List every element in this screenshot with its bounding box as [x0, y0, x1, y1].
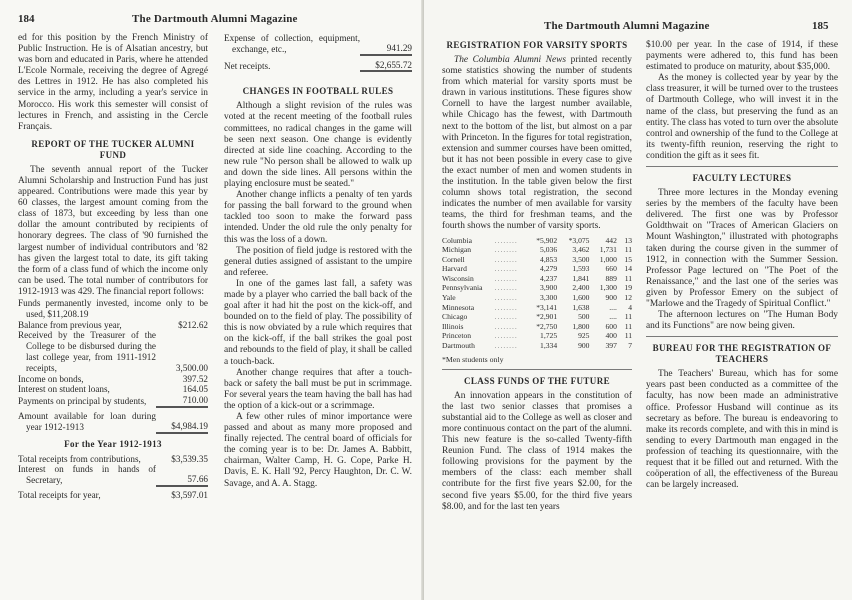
ledger-row	[18, 374, 208, 385]
stats-varsity: 925	[578, 331, 590, 341]
ledger-amount: 3,500.00	[175, 362, 208, 373]
stats-leader: ........	[494, 235, 518, 245]
sports-stats-table	[442, 236, 632, 351]
stats-leader: ........	[494, 293, 518, 303]
right-running-header: The Dartmouth Alumni Magazine	[544, 20, 710, 32]
ledger-amount: 57.66	[156, 464, 208, 486]
stats-school: Wisconsin	[442, 273, 474, 283]
football-paragraph: Another change inflicts a penalty of ten yards for passing the ball forward to the ground when tackled too soon to make the forward pass intended. Under the old rule the only penalty for this was the loss of a down.	[224, 190, 412, 245]
stats-row	[442, 236, 632, 246]
stats-leader: ........	[494, 245, 518, 255]
left-column-1	[18, 33, 208, 501]
ledger-label: Interest on funds in hands of Secretary,	[18, 464, 156, 486]
football-heading: CHANGES IN FOOTBALL RULES	[242, 86, 394, 97]
stats-varsity: *3,075	[568, 235, 590, 245]
year-heading: For the Year 1912-1913	[64, 438, 162, 449]
ledger-label: Funds permanently invested, income only to be used, $11,208.19	[18, 297, 208, 319]
sports-paragraph: printed recently some statistics showing the number of students from which material for varsity sports must be drawn in various institutions. These figures show Cornell to have the largest number available, while Chicago has the fewest, with Dartmouth next to the bottom of the list, but almost on a par with Princeton. In the figures for total registration, extension and summer courses have been omitted, but it has not been possible in every case to give the exact number of men and women students in the institution. In the table given below the first column shows total registration, the second indicates the number of men available for varsity teams, the third for freshman teams, and the fourth shows the number of varsity sports.	[442, 55, 632, 232]
ledger-table-year	[18, 454, 208, 501]
sports-heading: REGISTRATION FOR VARSITY SPORTS	[446, 40, 628, 50]
stats-sports: 11	[624, 273, 632, 283]
tucker-fund-heading: REPORT OF THE TUCKER ALUMNI FUND	[31, 138, 195, 160]
stats-total: 3,300	[540, 293, 558, 303]
stats-row	[442, 264, 632, 274]
faculty-paragraph: Three more lectures in the Monday evening series by the members of the faculty have been delivered. The first one was by Professor Goldthwait on "Traces of American Glaciers on Mount Washington," illustrated with photographs taken during the course given in the summer of 1912, in connection with the Summer Session. Professor Page lectured on "The Poet of the Renaissance," and the last one of the series was given by Professor Emery on the subject of "Marlowe and the Tragedy of Spiritual Conflict."	[646, 188, 838, 309]
ledger-row	[18, 384, 208, 395]
section-divider	[646, 166, 838, 167]
stats-freshman: 600	[605, 321, 617, 331]
stats-sports: 12	[624, 293, 632, 303]
stats-varsity: 1,593	[572, 264, 590, 274]
stats-school: Minnesota	[442, 302, 475, 312]
stats-varsity: 1,800	[572, 321, 590, 331]
ledger-row	[18, 298, 208, 320]
stats-sports: 19	[624, 283, 632, 293]
stats-leader: ........	[494, 321, 518, 331]
stats-row	[442, 293, 632, 303]
stats-row	[442, 341, 632, 351]
expense-amount: 941.29	[360, 33, 412, 55]
stats-school: Michigan	[442, 245, 472, 255]
football-paragraph: Another change requires that after a touch-back or safety the ball must be put in scrimmage. For several years the team having the ball has had the option of a kick-out or a scrimmage.	[224, 367, 412, 411]
stats-sports: 4	[628, 302, 632, 312]
stats-leader: ........	[494, 273, 518, 283]
stats-school: Harvard	[442, 264, 467, 274]
ledger-amount: $3,539.35	[171, 453, 208, 464]
stats-freshman: 660	[605, 264, 617, 274]
stats-varsity: 2,400	[572, 283, 590, 293]
stats-total: *5,902	[536, 235, 558, 245]
stats-sports: 7	[628, 341, 632, 351]
stats-sports: 15	[624, 254, 632, 264]
stats-total: *2,901	[536, 312, 558, 322]
stats-total: 4,237	[540, 273, 558, 283]
available-amount: $4,984.19	[156, 407, 208, 433]
ledger-row	[18, 486, 208, 501]
stats-freshman: 397	[605, 341, 617, 351]
stats-freshman: 1,000	[599, 254, 617, 264]
stats-total: 5,036	[540, 245, 558, 255]
stats-total: *3,141	[536, 302, 558, 312]
stats-freshman: ....	[609, 312, 617, 322]
expense-table	[224, 33, 412, 72]
left-page	[0, 0, 424, 600]
stats-row	[442, 274, 632, 284]
stats-school: Yale	[442, 293, 456, 303]
faculty-paragraph: The afternoon lectures on "The Human Body and its Functions" are now being given.	[646, 310, 838, 332]
left-running-header: The Dartmouth Alumni Magazine	[132, 13, 298, 25]
stats-school: Pennsylvania	[442, 283, 483, 293]
stats-school: Columbia	[442, 235, 472, 245]
ledger-amount: 397.52	[182, 373, 208, 384]
stats-sports: 11	[624, 312, 632, 322]
ledger-amount: 164.05	[182, 384, 208, 395]
stats-leader: ........	[494, 264, 518, 274]
stats-sports: 11	[624, 331, 632, 341]
sports-source: The Columbia Alumni News	[454, 55, 567, 65]
class-funds-heading: CLASS FUNDS OF THE FUTURE	[463, 375, 611, 386]
stats-leader: ........	[494, 283, 518, 293]
tucker-fund-paragraph: The seventh annual report of the Tucker Alumni Scholarship and Instruction Fund has just appeared. Contributions were made this year by 60 classes, the largest amount coming from the class of 1873, but exceeding by less than one dollar the amount contributed by recipients of honorary degrees. The class of '90 furnished the largest number of individual contributors and '82 has given the largest total to date, its gift taking the form of a class fund of which the income only can be used. The total number of contributors for 1912-1913 was 429. The financial report follows:	[18, 164, 208, 297]
stats-leader: ........	[494, 254, 518, 264]
stats-sports: 13	[624, 235, 632, 245]
stats-total: 1,725	[540, 331, 558, 341]
stats-varsity: 3,462	[572, 245, 590, 255]
bureau-paragraph: The Teachers' Bureau, which has for some years past been conducted as a committee of the faculty, has now been made an administrative office. Professor Husband will continue as its secretary as before. The bureau is endeavoring to make its records complete, and with this in mind is sending to every Dartmouth man engaged in the profession of teaching its questionnaire, with the request that it be filled out and returned. With the coöperation of all, the effectiveness of the Bureau can be largely increased.	[646, 369, 838, 491]
class-funds-continued-2: As the money is collected year by year by the class treasurer, it will be turned over to the trustees of Dartmouth College, who will invest it in the name of the class, but preserving the fund as an entity. The class has voted to turn over the absolute control and ownership of the fund to the College at its twenty-fifth reunion, reserving the right to condition the gift as it sees fit.	[646, 73, 838, 161]
left-page-number: 184	[18, 13, 35, 25]
stats-total: *2,750	[536, 321, 558, 331]
bureau-heading: BUREAU FOR THE REGISTRATION OF TEACHERS	[652, 343, 832, 365]
ledger-label: Balance from previous year,	[18, 319, 122, 330]
stats-freshman: 400	[605, 331, 617, 341]
net-label: Net receipts.	[224, 60, 271, 71]
stats-sports: 11	[624, 321, 632, 331]
stats-varsity: 1,841	[572, 273, 590, 283]
stats-sports: 14	[624, 264, 632, 274]
ledger-table	[18, 298, 208, 434]
french-lecturer-paragraph: ed for this position by the French Ministry of Public Instruction. He is of Alsatian ancestry, but was born and educated in Paris, where he attended L'Ecole Normale, receiving the degree of Agregé des Lettres in 1912. He has also completed his service in the army, including a year's service in Morocco. His work this semester will consist of lectures in French, and assisting in the Cercle Français.	[18, 33, 208, 132]
stats-varsity: 900	[578, 341, 590, 351]
ledger-row	[18, 320, 208, 331]
stats-row	[442, 255, 632, 265]
stats-school: Illinois	[442, 321, 464, 331]
stats-freshman: 900	[605, 293, 617, 303]
total-amount: $3,597.01	[171, 489, 208, 500]
total-label: Total receipts for year,	[18, 489, 101, 500]
stats-total: 1,334	[540, 341, 558, 351]
football-paragraph: In one of the games last fall, a safety was made by a player who carried the ball back of the goal after it had hit the post on the kick-off, and bounded on to the field of play. The possibility of this is now obviated by a rule which requires that on the kick-off, if the ball strikes the goal post and rebounds to the field of play, it shall be called a touch-back.	[224, 278, 412, 367]
left-column-2	[224, 33, 412, 490]
net-amount: $2,655.72	[360, 55, 412, 72]
stats-sports: 11	[624, 245, 632, 255]
stats-footnote: *Men students only	[442, 354, 504, 364]
stats-leader: ........	[494, 341, 518, 351]
stats-varsity: 3,500	[572, 254, 590, 264]
stats-leader: ........	[494, 302, 518, 312]
class-funds-continued: $10.00 per year. In the case of 1914, if these payments were adhered to, this fund has been estimated to produce on maturity, about $35,000.	[646, 40, 838, 73]
expense-label: Expense of collection, equipment, exchange, etc.,	[224, 33, 360, 54]
stats-leader: ........	[494, 312, 518, 322]
stats-total: 4,853	[540, 254, 558, 264]
ledger-row	[224, 33, 412, 55]
class-funds-paragraph: An innovation appears in the constitution of the last two senior classes that promises a substantial aid to the College as well as closer and more continuous contact on the part of the alumni. This new feature is the so-called Twenty-fifth Reunion Fund. The class of 1914 makes the following provisions for the payment by the members of the class: each member shall contribute for the first five years $2.00, for the second five years $5.00, for the third five years $8.00, and for the last ten years	[442, 390, 632, 512]
stats-total: 3,900	[540, 283, 558, 293]
section-divider	[442, 369, 632, 370]
stats-varsity: 1,638	[572, 302, 590, 312]
ledger-row	[18, 464, 208, 486]
ledger-label: Payments on principal by students,	[18, 396, 147, 407]
stats-row	[442, 312, 632, 322]
right-page-number: 185	[812, 20, 829, 32]
ledger-row	[18, 454, 208, 465]
stats-row	[442, 331, 632, 341]
stats-freshman: 442	[605, 235, 617, 245]
stats-school: Dartmouth	[442, 341, 475, 351]
stats-school: Princeton	[442, 331, 472, 341]
stats-school: Cornell	[442, 254, 465, 264]
stats-freshman: 1,731	[599, 245, 617, 255]
stats-row	[442, 322, 632, 332]
stats-freshman: ....	[609, 302, 617, 312]
ledger-row	[18, 330, 208, 373]
ledger-amount: $212.62	[178, 319, 208, 330]
ledger-label: Received by the Treasurer of the College to be disbursed during the last college year, from 1911-1912 receipts,	[18, 330, 156, 373]
stats-leader: ........	[494, 331, 518, 341]
stats-freshman: 1,300	[599, 283, 617, 293]
available-label: Amount available for loan during year 1912-1913	[18, 410, 156, 432]
ledger-row	[224, 55, 412, 72]
football-paragraph: A few other rules of minor importance were passed and about as many more proposed and finally rejected. The central board of officials for the coming year is to be: Dr. James A. Babbitt, chairman, Walter Camp, H. G. Cope, Parke H. Davis, E. K. Hall '92, Percy Haughton, Dr. C. W. Savage, and A. A. Stagg.	[224, 412, 412, 489]
ledger-row	[18, 407, 208, 433]
ledger-label: Income on bonds,	[18, 373, 84, 384]
faculty-lectures-heading: FACULTY LECTURES	[692, 173, 792, 184]
stats-row	[442, 245, 632, 255]
stats-row	[442, 303, 632, 313]
stats-total: 4,279	[540, 264, 558, 274]
right-column-1	[442, 40, 632, 513]
ledger-amount: 710.00	[156, 395, 208, 407]
section-divider	[646, 336, 838, 337]
right-page	[424, 0, 852, 600]
stats-varsity: 500	[578, 312, 590, 322]
right-column-2	[646, 40, 838, 491]
ledger-label: Total receipts from contributions,	[18, 453, 141, 464]
ledger-row	[18, 395, 208, 407]
football-paragraph: Although a slight revision of the rules was voted at the recent meeting of the football rules committees, no radical changes in the game will be seen next season. One change is evidently directed at side line coaching. According to the new rule "No person shall be allowed to walk up and down the side lines. All persons within the playing enclosure must be seated."	[224, 101, 412, 190]
stats-freshman: 889	[605, 273, 617, 283]
stats-row	[442, 283, 632, 293]
stats-school: Chicago	[442, 312, 468, 322]
football-paragraph: The position of field judge is restored with the general duties assigned of assistant to the umpire and referee.	[224, 245, 412, 278]
ledger-label: Interest on student loans,	[18, 384, 110, 395]
stats-varsity: 1,600	[572, 293, 590, 303]
